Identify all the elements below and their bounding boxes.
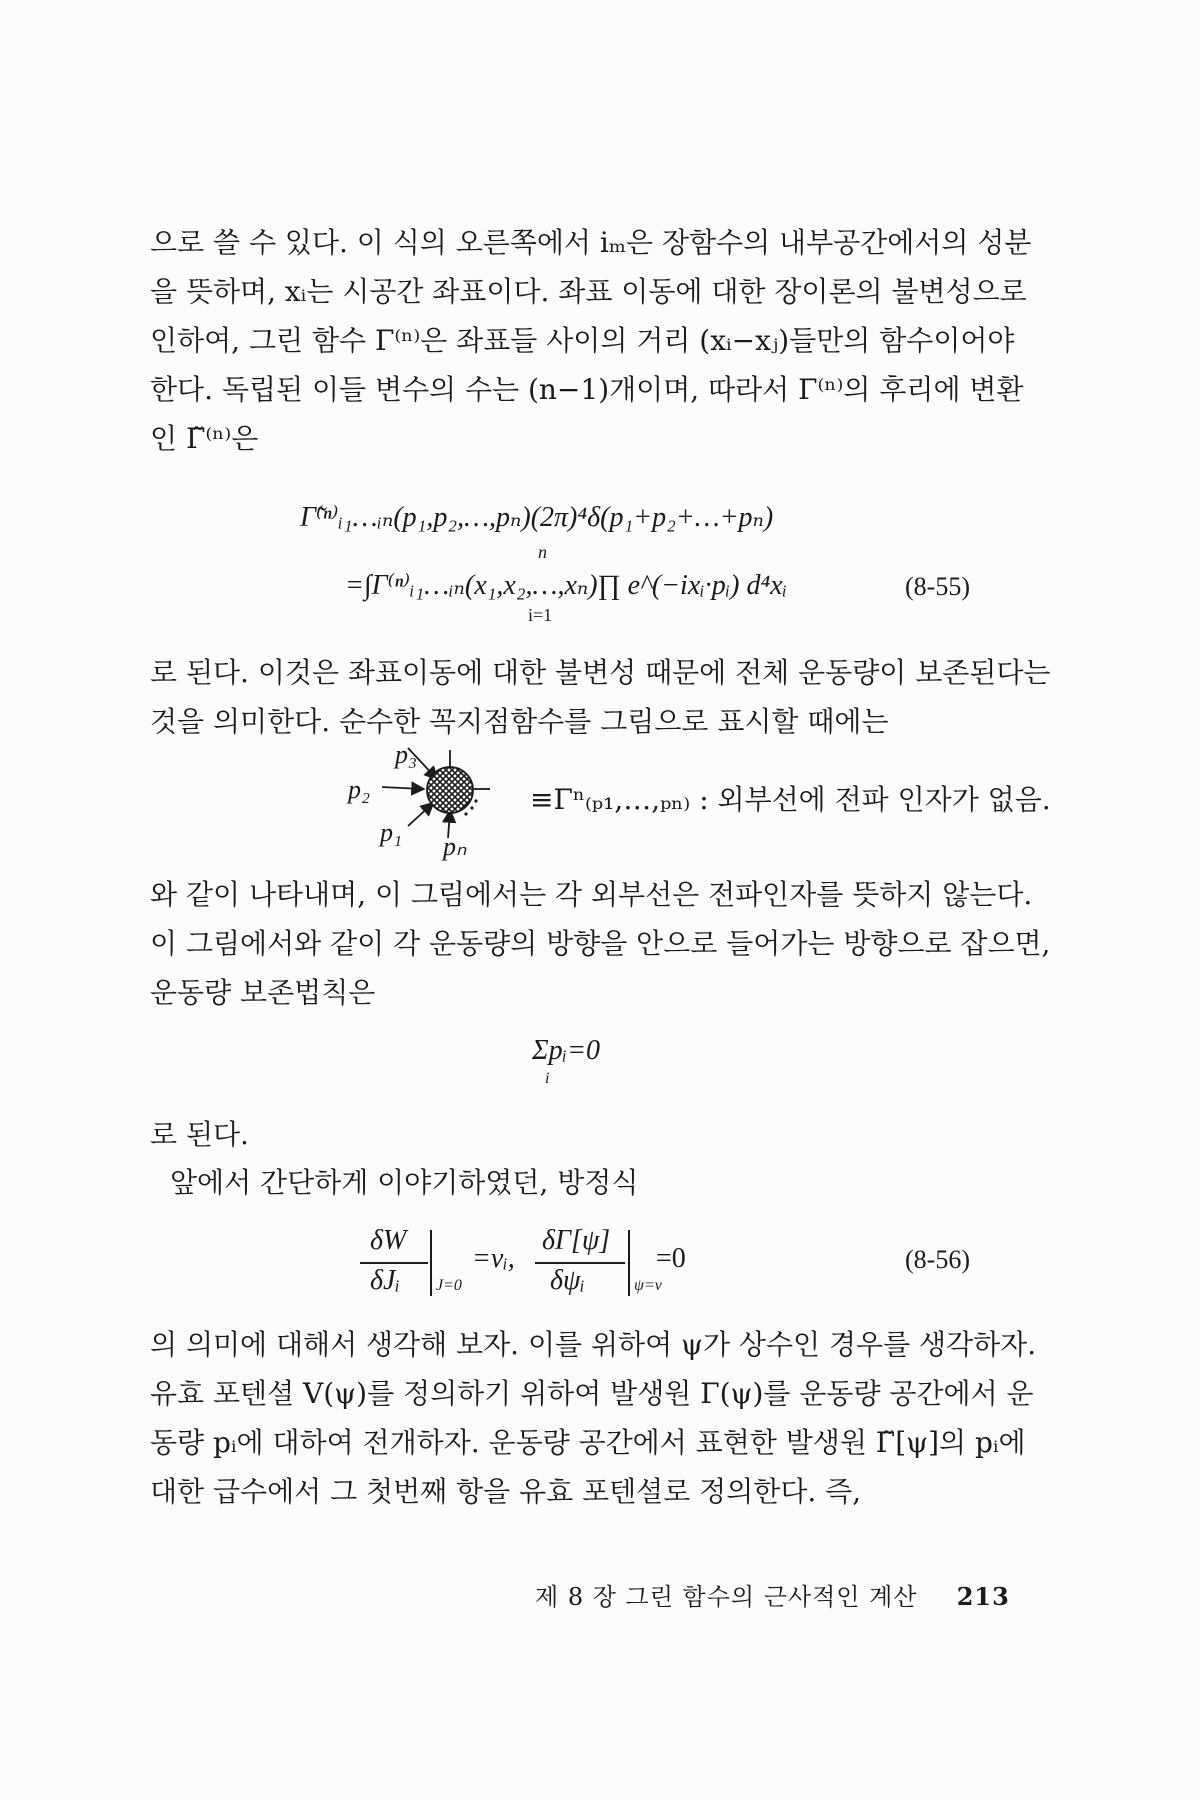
paragraph-1 [150, 218, 1032, 463]
page-number: 213 [956, 1582, 1010, 1611]
fraction-denominator: δψᵢ [550, 1265, 585, 1296]
chapter-title: 제 8 장 그린 함수의 근사적인 계산 [535, 1583, 918, 1611]
equation-8-55-line-1: Γ̃⁽ⁿ⁾ᵢ₁…ᵢₙ(p₁,p₂,…,pₙ)(2π)⁴δ(p₁+p₂+…+pₙ) [300, 502, 774, 533]
paragraph-6 [150, 1320, 1037, 1516]
conservation-subscript: i [545, 1070, 550, 1087]
paragraph-4 [150, 1110, 1020, 1159]
text-line: 을 뜻하며, xᵢ는 시공간 좌표이다. 좌표 이동에 대한 장이론의 불변성으로 [150, 275, 1027, 308]
diagram-label-p3: p₃ [395, 740, 418, 769]
equation-number-8-56: (8-56) [905, 1245, 970, 1274]
fraction-numerator: δΓ[ψ] [542, 1225, 611, 1256]
external-line-p1 [408, 804, 432, 826]
text-line: 대한 급수에서 그 첫번째 항을 유효 포텐셜로 정의한다. 즉, [150, 1475, 862, 1508]
text-line: 인하여, 그린 함수 Γ⁽ⁿ⁾은 좌표들 사이의 거리 (xᵢ−xⱼ)들만의 함수이어야 [150, 324, 1015, 357]
equation-8-55-line-2: =∫Γ⁽ⁿ⁾ᵢ₁…ᵢₙ(x₁,x₂,…,xₙ)∏ e^(−ixᵢ·pᵢ) d⁴xᵢ [345, 570, 788, 601]
diagram-label-pn: pₙ [443, 832, 467, 861]
text-line: 동량 pᵢ에 대하여 전개하자. 운동량 공간에서 표현한 발생원 Γ̃[ψ]의 pᵢ에 [150, 1426, 1026, 1459]
equation-number-8-55: (8-55) [905, 572, 970, 601]
text-line: 의 의미에 대해서 생각해 보자. 이를 위하여 ψ가 상수인 경우를 생각하자. [150, 1328, 1037, 1361]
conservation-equation: Σpᵢ=0 [532, 1035, 600, 1066]
ellipsis-dot [474, 799, 477, 802]
ellipsis-dot [464, 812, 467, 815]
text-line: 운동량 보존법칙은 [150, 976, 376, 1009]
fraction-bar [535, 1262, 625, 1264]
evaluation-bar [628, 1230, 630, 1296]
evaluation-condition: J=0 [436, 1277, 462, 1294]
text-line: 이 그림에서와 같이 각 운동량의 방향을 안으로 들어가는 방향으로 잡으면, [150, 927, 1051, 960]
paragraph-2 [150, 648, 1051, 746]
diagram-label-p1: p₁ [380, 818, 403, 847]
fraction-denominator: δJᵢ [370, 1265, 400, 1296]
external-line-p2 [382, 787, 422, 789]
text-line: 와 같이 나타내며, 이 그림에서는 각 외부선은 전파인자를 뜻하지 않는다. [150, 878, 1033, 911]
text-line: 앞에서 간단하게 이야기하였던, 방정식 [170, 1166, 639, 1199]
text-line: 인 Γ̃⁽ⁿ⁾은 [150, 422, 259, 455]
text-line: 로 된다. [150, 1118, 249, 1151]
equation-8-56 [360, 1225, 720, 1315]
text-line: 것을 의미한다. 순수한 꼭지점함수를 그림으로 표시할 때에는 [150, 705, 889, 738]
product-lower-limit: i=1 [528, 605, 553, 625]
paragraph-5 [150, 1158, 1040, 1207]
product-upper-limit: n [538, 542, 547, 562]
text-line: 로 된다. 이것은 좌표이동에 대한 불변성 때문에 전체 운동량이 보존된다는 [150, 656, 1051, 689]
text-line: 으로 쓸 수 있다. 이 식의 오른쪽에서 iₘ은 장함수의 내부공간에서의 성분 [150, 226, 1032, 259]
fraction-bar [360, 1262, 428, 1264]
ellipsis-dot [470, 806, 473, 809]
paragraph-3 [150, 870, 1051, 1017]
equation-end: =0 [656, 1243, 686, 1274]
diagram-definition: ≡Γⁿ₍ₚ₁,…,ₚₙ₎ : 외부선에 전파 인자가 없음. [530, 783, 1051, 816]
hatched-vertex-blob [427, 767, 473, 813]
evaluation-bar [430, 1230, 432, 1296]
evaluation-condition: ψ=v [634, 1277, 662, 1294]
text-line: 유효 포텐셜 V(ψ)를 정의하기 위하여 발생원 Γ(ψ)를 운동량 공간에서 운 [150, 1377, 1034, 1410]
diagram-label-p2: p₂ [348, 775, 371, 804]
text-line: 한다. 독립된 이들 변수의 수는 (n−1)개이며, 따라서 Γ⁽ⁿ⁾의 후리에 변환 [150, 373, 1024, 406]
equation-middle: =vᵢ, [472, 1243, 515, 1274]
running-footer [535, 1577, 1010, 1612]
fraction-numerator: δW [370, 1225, 407, 1256]
